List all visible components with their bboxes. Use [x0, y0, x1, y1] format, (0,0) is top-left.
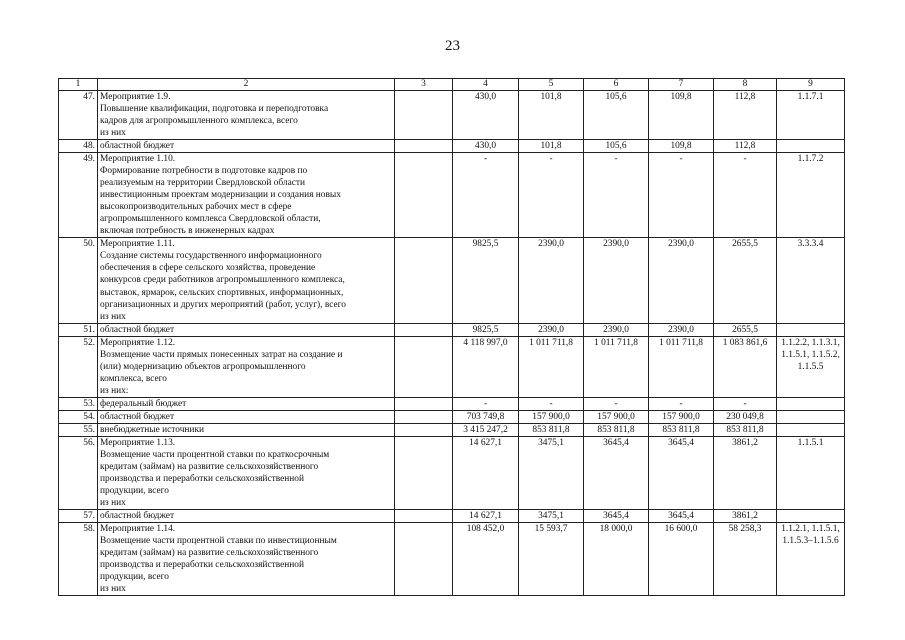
target-indicator-ref-line: 1.1.2.2, 1.1.3.1, — [781, 337, 840, 348]
value-year-2: - — [584, 153, 649, 238]
table-row — [59, 523, 845, 596]
activity-description-line: продукции, всего — [100, 486, 169, 496]
row-number: 56. — [59, 436, 98, 509]
activity-description-line: обеспечения в сфере сельского хозяйства, проведение — [100, 263, 316, 274]
activity-description — [98, 238, 395, 323]
activity-description-line: комплекса, всего — [100, 373, 167, 384]
column-number-6: 6 — [584, 79, 649, 91]
activity-description-line: Повышение квалификации, подготовка и переподготовка — [100, 104, 329, 115]
target-indicator-ref — [777, 523, 845, 596]
table-row — [59, 510, 845, 523]
value-year-2: 853 811,8 — [584, 423, 649, 436]
activity-description-line: Мероприятие 1.12. — [100, 337, 176, 348]
target-indicator-ref-line: 1.1.5.3–1.1.5.6 — [782, 536, 839, 547]
activity-description-line: областной бюджет — [100, 324, 175, 335]
target-indicator-ref: 1.1.7.1 — [777, 91, 845, 140]
value-year-2: 1 011 711,8 — [584, 336, 649, 397]
target-indicator-ref: 1.1.5.1 — [777, 436, 845, 509]
value-total: 3 415 247,2 — [453, 423, 519, 436]
activity-description-line: конкурсов среди работников агропромышленного комплекса, — [100, 275, 345, 286]
activity-description-line: Мероприятие 1.14. — [100, 524, 176, 535]
target-indicator-ref: 1.1.7.2 — [777, 153, 845, 238]
value-year-3: 2390,0 — [649, 323, 714, 336]
table-row — [59, 410, 845, 423]
column-number-4: 4 — [453, 79, 519, 91]
column-3-cell — [395, 336, 453, 397]
column-number-1: 1 — [59, 79, 98, 91]
column-3-cell — [395, 423, 453, 436]
column-number-9: 9 — [777, 79, 845, 91]
value-year-1: 3475,1 — [519, 510, 584, 523]
value-year-1: 157 900,0 — [519, 410, 584, 423]
activity-description — [98, 410, 395, 423]
table-row — [59, 336, 845, 397]
value-year-4: - — [714, 397, 777, 410]
value-total: 14 627,1 — [453, 510, 519, 523]
activity-description-line: Формирование потребности в подготовке кадров по — [100, 166, 308, 177]
activity-description — [98, 140, 395, 153]
row-number: 50. — [59, 238, 98, 323]
value-year-2: 18 000,0 — [584, 523, 649, 596]
column-3-cell — [395, 523, 453, 596]
column-number-5: 5 — [519, 79, 584, 91]
value-year-3: 3645,4 — [649, 436, 714, 509]
value-year-3: 853 811,8 — [649, 423, 714, 436]
activity-description-line: Мероприятие 1.13. — [100, 437, 176, 448]
value-total: - — [453, 397, 519, 410]
value-year-3: 16 600,0 — [649, 523, 714, 596]
activity-description-line: высокопроизводительных рабочих мест в сфере — [100, 202, 292, 213]
activity-description-line: кредитам (займам) на развитие сельскохозяйственного — [100, 548, 319, 559]
value-year-1: 1 011 711,8 — [519, 336, 584, 397]
activity-description-line: продукции, всего — [100, 572, 169, 583]
value-year-3: 2390,0 — [649, 238, 714, 323]
value-total: 108 452,0 — [453, 523, 519, 596]
activity-description-line: организационных и других мероприятий (работ, услуг), всего — [100, 299, 346, 310]
row-number: 58. — [59, 523, 98, 596]
row-number: 55. — [59, 423, 98, 436]
activity-description-line: федеральный бюджет — [100, 398, 187, 409]
activity-description — [98, 336, 395, 397]
target-indicator-ref — [777, 510, 845, 523]
table-row — [59, 423, 845, 436]
value-year-3: - — [649, 153, 714, 238]
target-indicator-ref: 3.3.3.4 — [777, 238, 845, 323]
value-year-1: 101,8 — [519, 140, 584, 153]
activity-description-line: областной бюджет — [100, 411, 175, 422]
value-year-2: - — [584, 397, 649, 410]
table-row — [59, 323, 845, 336]
row-number: 52. — [59, 336, 98, 397]
activity-description-line: из них — [100, 311, 126, 322]
column-3-cell — [395, 510, 453, 523]
value-year-4: 230 049,8 — [714, 410, 777, 423]
table-row — [59, 153, 845, 238]
column-3-cell — [395, 410, 453, 423]
target-indicator-ref — [777, 423, 845, 436]
activity-description-line: Возмещение части процентной ставки по инвестиционным — [100, 536, 337, 547]
target-indicator-ref-line: 1.1.5.1, 1.1.5.2, — [781, 349, 840, 360]
column-number-7: 7 — [649, 79, 714, 91]
value-year-2: 157 900,0 — [584, 410, 649, 423]
value-total: 703 749,8 — [453, 410, 519, 423]
value-year-2: 105,6 — [584, 91, 649, 140]
target-indicator-ref — [777, 323, 845, 336]
table-body — [59, 91, 845, 596]
program-activities-table — [58, 78, 845, 596]
activity-description-line: Мероприятие 1.10. — [100, 154, 176, 165]
value-total: 4 118 997,0 — [453, 336, 519, 397]
value-year-3: 157 900,0 — [649, 410, 714, 423]
target-indicator-ref — [777, 336, 845, 397]
value-year-4: 58 258,3 — [714, 523, 777, 596]
column-number-8: 8 — [714, 79, 777, 91]
row-number: 51. — [59, 323, 98, 336]
value-year-2: 3645,4 — [584, 510, 649, 523]
value-year-2: 2390,0 — [584, 323, 649, 336]
activity-description-line: из них — [100, 128, 126, 139]
column-3-cell — [395, 397, 453, 410]
activity-description-line: Возмещение части процентной ставки по краткосрочным — [100, 449, 330, 460]
table-row — [59, 238, 845, 323]
row-number: 47. — [59, 91, 98, 140]
activity-description-line: кредитам (займам) на развитие сельскохозяйственного — [100, 461, 319, 472]
activity-description-line: Возмещение части прямых понесенных затрат на создание и — [100, 349, 343, 360]
activity-description-line: производства и переработки сельскохозяйственной — [100, 560, 304, 571]
value-year-2: 105,6 — [584, 140, 649, 153]
activity-description-line: выставок, ярмарок, сельских спортивных, информационных, — [100, 287, 344, 298]
activity-description-line: внебюджетные источники — [100, 424, 205, 435]
activity-description-line: из них — [100, 498, 126, 509]
value-year-4: - — [714, 153, 777, 238]
value-year-3: 109,8 — [649, 140, 714, 153]
target-indicator-ref-line: 1.1.5.5 — [797, 361, 824, 372]
activity-description — [98, 397, 395, 410]
activity-description-line: инвестиционным проектам модернизации и создания новых — [100, 190, 341, 201]
activity-description — [98, 523, 395, 596]
value-year-3: 109,8 — [649, 91, 714, 140]
target-indicator-ref — [777, 140, 845, 153]
table-row — [59, 436, 845, 509]
activity-description-line: из них: — [100, 385, 129, 396]
target-indicator-ref — [777, 410, 845, 423]
activity-description — [98, 153, 395, 238]
row-number: 53. — [59, 397, 98, 410]
column-3-cell — [395, 140, 453, 153]
activity-description — [98, 91, 395, 140]
value-total: 430,0 — [453, 91, 519, 140]
value-year-4: 112,8 — [714, 140, 777, 153]
target-indicator-ref-line: 1.1.2.1, 1.1.5.1, — [781, 524, 840, 535]
column-3-cell — [395, 436, 453, 509]
table-row — [59, 140, 845, 153]
activity-description-line: реализуемым на территории Свердловской области — [100, 178, 306, 189]
value-year-4: 3861,2 — [714, 510, 777, 523]
page-number: 23 — [445, 38, 460, 54]
value-year-3: 3645,4 — [649, 510, 714, 523]
target-indicator-ref — [777, 397, 845, 410]
value-total: 9825,5 — [453, 238, 519, 323]
column-3-cell — [395, 323, 453, 336]
value-year-1: 2390,0 — [519, 323, 584, 336]
row-number: 57. — [59, 510, 98, 523]
column-3-cell — [395, 238, 453, 323]
value-year-2: 3645,4 — [584, 436, 649, 509]
activity-description-line: областной бюджет — [100, 511, 175, 522]
column-number-2: 2 — [98, 79, 395, 91]
column-3-cell — [395, 91, 453, 140]
column-3-cell — [395, 153, 453, 238]
table-row — [59, 397, 845, 410]
activity-description-line: Создание системы государственного информационного — [100, 251, 322, 262]
activity-description-line: (или) модернизацию объектов агропромышленного — [100, 361, 306, 372]
table-row — [59, 91, 845, 140]
value-total: - — [453, 153, 519, 238]
row-number: 48. — [59, 140, 98, 153]
value-total: 14 627,1 — [453, 436, 519, 509]
value-year-1: 853 811,8 — [519, 423, 584, 436]
activity-description-line: из них — [100, 584, 126, 595]
activity-description — [98, 323, 395, 336]
value-year-1: 15 593,7 — [519, 523, 584, 596]
activity-description — [98, 510, 395, 523]
value-total: 9825,5 — [453, 323, 519, 336]
value-year-1: 101,8 — [519, 91, 584, 140]
value-year-1: - — [519, 397, 584, 410]
value-year-4: 2655,5 — [714, 238, 777, 323]
activity-description-line: областной бюджет — [100, 141, 175, 152]
value-year-1: 2390,0 — [519, 238, 584, 323]
value-total: 430,0 — [453, 140, 519, 153]
activity-description-line: агропромышленного комплекса Свердловской области, — [100, 214, 321, 225]
value-year-1: 3475,1 — [519, 436, 584, 509]
activity-description-line: Мероприятие 1.9. — [100, 92, 171, 102]
value-year-3: 1 011 711,8 — [649, 336, 714, 397]
activity-description — [98, 423, 395, 436]
row-number: 49. — [59, 153, 98, 238]
row-number: 54. — [59, 410, 98, 423]
value-year-4: 2655,5 — [714, 323, 777, 336]
column-number-3: 3 — [395, 79, 453, 91]
activity-description-line: кадров для агропромышленного комплекса, всего — [100, 116, 298, 127]
value-year-4: 3861,2 — [714, 436, 777, 509]
value-year-4: 1 083 861,6 — [714, 336, 777, 397]
activity-description — [98, 436, 395, 509]
column-number-row — [59, 79, 845, 91]
value-year-1: - — [519, 153, 584, 238]
activity-description-line: включая потребность в инженерных кадрах — [100, 226, 275, 237]
activity-description-line: Мероприятие 1.11. — [100, 239, 175, 250]
value-year-3: - — [649, 397, 714, 410]
value-year-4: 112,8 — [714, 91, 777, 140]
value-year-2: 2390,0 — [584, 238, 649, 323]
activity-description-line: производства и переработки сельскохозяйственной — [100, 473, 304, 484]
value-year-4: 853 811,8 — [714, 423, 777, 436]
